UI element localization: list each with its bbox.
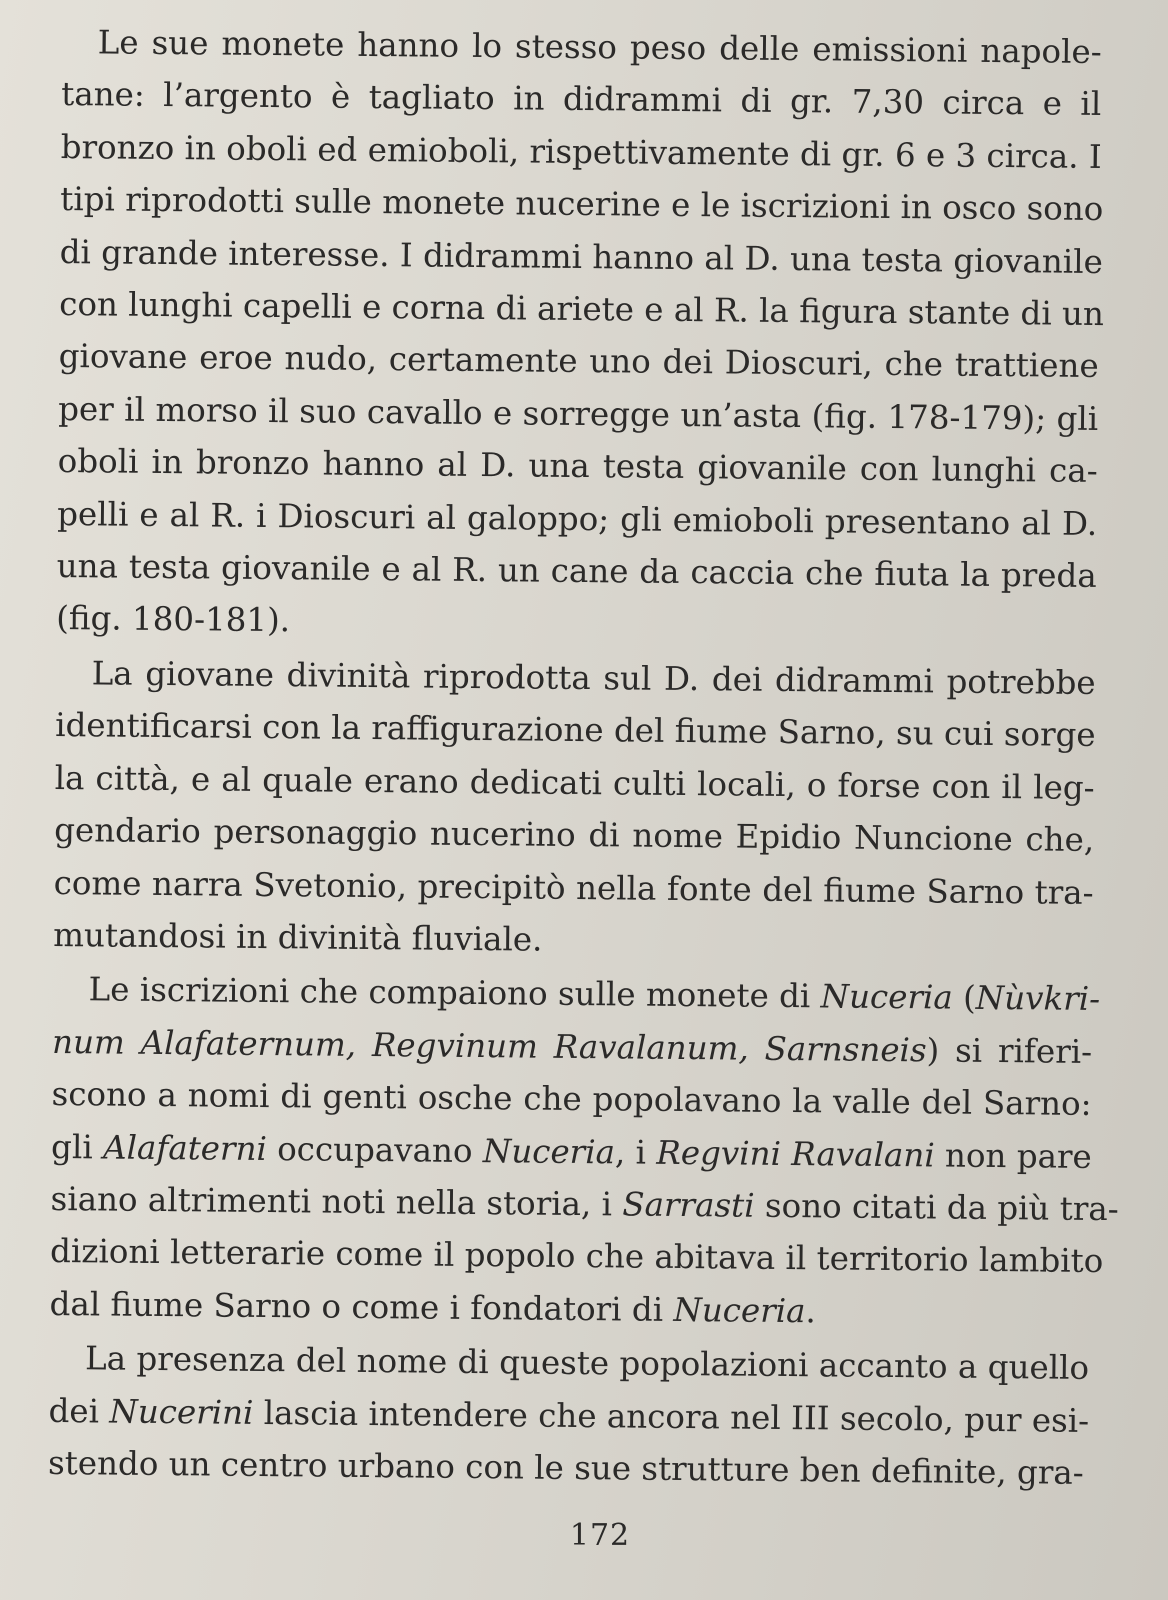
text-segment: di grande interesse. I didrammi hanno al D. una testa giovanile xyxy=(59,232,1104,281)
text-segment: gendario personaggio nucerino di nome Epidio Nuncione che, xyxy=(54,811,1095,860)
italic-text: num Alafaternum, Regvinum Ravalanum, Sarnsneis xyxy=(51,1022,927,1070)
text-segment: con lunghi capelli e corna di ariete e al R. la figura stante di un xyxy=(59,285,1105,334)
text-segment: una testa giovanile e al R. un cane da caccia che fiuta la preda xyxy=(56,547,1097,596)
text-line xyxy=(49,1332,1089,1394)
paragraph xyxy=(48,1332,1089,1499)
text-segment: bronzo in oboli ed emioboli, rispettivamente di gr. 6 e 3 circa. I xyxy=(60,127,1102,176)
text-segment: Le iscrizioni che compaiono sulle monete di xyxy=(88,970,821,1016)
text-segment: dei xyxy=(48,1391,110,1431)
text-segment: La presenza del nome di queste popolazioni accanto a quello xyxy=(84,1339,1090,1388)
paragraph xyxy=(53,647,1096,971)
text-segment: tane: l’argento è tagliato in didrammi di gr. 7,30 circa e il xyxy=(61,75,1102,124)
italic-text: Nùvkri- xyxy=(975,979,1101,1019)
text-segment: . xyxy=(805,1291,817,1331)
text-segment: dal fiume Sarno o come i fondatori di xyxy=(49,1284,674,1329)
text-segment: come narra Svetonio, precipitò nella fonte del fiume Sarno tra- xyxy=(53,863,1094,912)
italic-text: Nucerini xyxy=(109,1392,254,1432)
text-segment: oboli in bronzo hanno al D. una testa giovanile con lunghi ca- xyxy=(57,442,1098,491)
text-line xyxy=(60,173,1104,235)
italic-text: Alafaterni xyxy=(102,1127,268,1168)
text-line xyxy=(54,804,1094,866)
text-segment: Le sue monete hanno lo stesso peso delle emissioni napole- xyxy=(97,23,1102,71)
text-line xyxy=(52,963,1101,1025)
text-line xyxy=(55,699,1095,761)
text-line xyxy=(48,1437,1088,1499)
text-segment: (fig. 180-181). xyxy=(56,599,291,640)
italic-text: Nuceria xyxy=(820,977,953,1017)
text-segment: dizioni letterarie come il popolo che abitava il territorio lambito xyxy=(49,1232,1104,1281)
text-segment: siano altrimenti noti nella storia, i xyxy=(50,1179,623,1224)
text-segment: la città, e al quale erano dedicati culti locali, o forse con il leg- xyxy=(54,758,1095,807)
text-segment: identificarsi con la raffigurazione del fiume Sarno, su cui sorge xyxy=(55,706,1096,755)
text-segment: non pare xyxy=(934,1135,1092,1176)
text-segment: mutandosi in divinità fluviale. xyxy=(52,915,543,959)
text-segment: La giovane divinità riprodotta sul D. dei didrammi potrebbe xyxy=(91,654,1096,702)
text-line xyxy=(57,435,1097,497)
text-segment: occupavano xyxy=(266,1129,484,1170)
italic-text: Sarrasti xyxy=(622,1185,755,1225)
text-line xyxy=(49,1225,1104,1287)
text-segment: giovane eroe nudo, certamente uno dei Dioscuri, che trattiene xyxy=(58,337,1099,386)
italic-text: Regvini Ravalani xyxy=(656,1133,935,1174)
text-segment: , i xyxy=(614,1132,657,1172)
text-segment: lascia intendere che ancora nel III secolo, pur esi- xyxy=(253,1393,1090,1440)
body-text xyxy=(47,16,1119,1499)
italic-text: Nuceria xyxy=(482,1131,616,1171)
italic-text: Nuceria xyxy=(673,1290,806,1330)
text-line xyxy=(58,330,1098,392)
text-line xyxy=(56,592,1096,654)
text-segment: gli xyxy=(50,1127,104,1166)
text-segment: sono citati da più tra- xyxy=(754,1186,1119,1229)
text-segment: ( xyxy=(952,978,976,1018)
text-segment: ) si riferi- xyxy=(926,1031,1093,1071)
text-line xyxy=(49,1278,1089,1340)
text-line xyxy=(53,909,1093,971)
text-segment: per il morso il suo cavallo e sorregge un’asta (fig. 178-179); gli xyxy=(58,389,1099,438)
page-number: 172 xyxy=(569,1518,631,1553)
paragraph xyxy=(56,16,1105,655)
paragraph xyxy=(49,963,1119,1340)
text-segment: stendo un centro urbano con le sue strutture ben definite, gra- xyxy=(47,1443,1084,1492)
text-segment: pelli e al R. i Dioscuri al galoppo; gli emioboli presentano al D. xyxy=(57,494,1098,543)
text-segment: scono a nomi di genti osche che popolavano la valle del Sarno: xyxy=(51,1075,1092,1124)
text-segment: tipi riprodotti sulle monete nucerine e le iscrizioni in osco sono xyxy=(60,180,1104,229)
text-line xyxy=(61,68,1101,130)
text-line xyxy=(51,1068,1091,1130)
